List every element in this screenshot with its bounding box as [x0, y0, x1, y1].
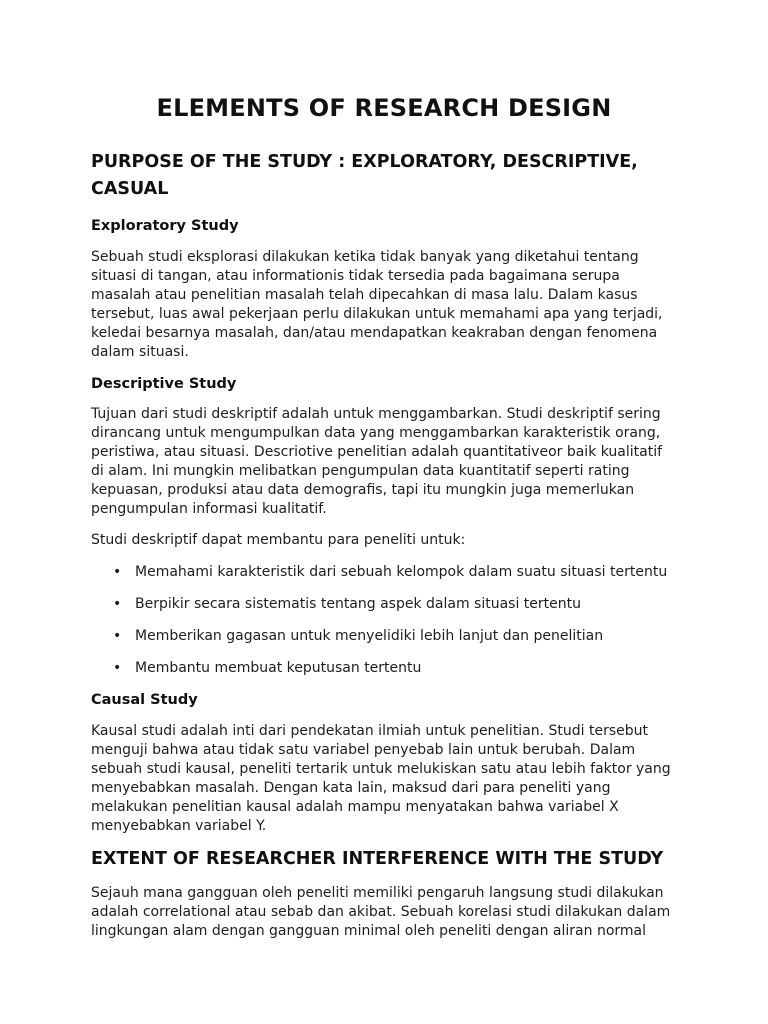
subheading-causal: Causal Study — [91, 692, 198, 708]
list-item-text: Membantu membuat keputusan tertentu — [135, 660, 422, 676]
list-item-text: Berpikir secara sistematis tentang aspek dalam situasi tertentu — [135, 596, 582, 612]
paragraph-descriptive-intro: Studi deskriptif dapat membantu para peneliti untuk: — [91, 532, 466, 548]
list-item — [91, 659, 677, 678]
section-heading-purpose: PURPOSE OF THE STUDY : EXPLORATORY, DESCRIPTIVE, CASUAL — [91, 152, 638, 199]
subheading-exploratory: Exploratory Study — [91, 218, 239, 234]
subheading-descriptive: Descriptive Study — [91, 376, 237, 392]
paragraph-interference: Sejauh mana gangguan oleh peneliti memiliki pengaruh langsung studi dilakukan adalah correlational atau sebab dan akibat. Sebuah korelasi studi dilakukan dalam lingkungan alam dengan gangguan minimal oleh peneliti dengan aliran normal — [91, 885, 671, 939]
list-item — [91, 595, 677, 614]
bullet-marker: • — [113, 596, 122, 612]
paragraph-causal: Kausal studi adalah inti dari pendekatan ilmiah untuk penelitian. Studi tersebut menguji bahwa atau tidak satu variabel penyebab lain untuk berubah. Dalam sebuah studi kausal, peneliti tertarik untuk melukiskan satu atau lebih faktor yang menyebabkan masalah. Dengan kata lain, maksud dari para peneliti yang melakukan penelitian kausal adalah mampu menyatakan bahwa variabel X menyebabkan variabel Y. — [91, 723, 671, 834]
list-item — [91, 627, 677, 646]
bullet-marker: • — [113, 628, 122, 644]
document-title: ELEMENTS OF RESEARCH DESIGN — [156, 94, 612, 122]
bullet-marker: • — [113, 660, 122, 676]
paragraph-descriptive: Tujuan dari studi deskriptif adalah untuk menggambarkan. Studi deskriptif sering dirancang untuk mengumpulkan data yang menggambarkan karakteristik orang, peristiwa, atau situasi. Descriotive penelitian adalah quantitativeor baik kualitatif di alam. Ini mungkin melibatkan pengumpulan data kuantitatif seperti rating kepuasan, produksi atau data demografis, tapi itu mungkin juga memerlukan pengumpulan informasi kualitatif. — [91, 406, 663, 517]
list-item-text: Memberikan gagasan untuk menyelidiki lebih lanjut dan penelitian — [135, 628, 604, 644]
list-item — [91, 563, 677, 582]
list-item-text: Memahami karakteristik dari sebuah kelompok dalam suatu situasi tertentu — [135, 564, 668, 580]
bullet-list-descriptive — [91, 563, 677, 678]
section-heading-interference: EXTENT OF RESEARCHER INTERFERENCE WITH THE STUDY — [91, 849, 664, 869]
bullet-marker: • — [113, 564, 122, 580]
paragraph-exploratory: Sebuah studi eksplorasi dilakukan ketika tidak banyak yang diketahui tentang situasi di tangan, atau informationis tidak tersedia pada bagaimana serupa masalah atau penelitian masalah telah dipecahkan di masa lalu. Dalam kasus tersebut, luas awal pekerjaan perlu dilakukan untuk memahami apa yang terjadi, keledai besarnya masalah, dan/atau mendapatkan keakraban dengan fenomena dalam situasi. — [91, 249, 663, 360]
